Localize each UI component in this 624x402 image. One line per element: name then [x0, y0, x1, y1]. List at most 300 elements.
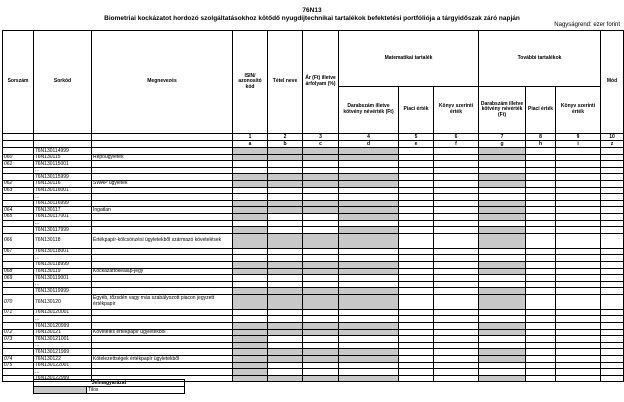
data-cell[interactable] [233, 342, 268, 349]
data-cell[interactable] [556, 233, 601, 248]
data-cell[interactable] [339, 288, 399, 295]
data-cell[interactable] [601, 369, 624, 376]
data-cell[interactable] [399, 342, 434, 349]
data-cell[interactable] [303, 336, 339, 343]
data-cell[interactable] [434, 316, 479, 323]
data-cell[interactable] [601, 356, 624, 363]
data-cell[interactable] [399, 261, 434, 268]
data-cell[interactable] [526, 349, 556, 356]
data-cell[interactable] [399, 227, 434, 234]
data-cell[interactable] [339, 154, 399, 161]
data-cell[interactable] [556, 349, 601, 356]
data-cell[interactable] [601, 255, 624, 262]
data-cell[interactable] [233, 323, 268, 330]
data-cell[interactable] [526, 248, 556, 255]
data-cell[interactable] [434, 187, 479, 194]
data-cell[interactable] [303, 369, 339, 376]
data-cell[interactable] [233, 180, 268, 187]
data-cell[interactable] [556, 369, 601, 376]
data-cell[interactable] [233, 356, 268, 363]
data-cell[interactable] [303, 261, 339, 268]
data-cell[interactable] [479, 187, 526, 194]
data-cell[interactable] [399, 187, 434, 194]
data-cell[interactable] [399, 220, 434, 227]
data-cell[interactable] [339, 148, 399, 155]
data-cell[interactable] [268, 154, 303, 161]
data-cell[interactable] [601, 294, 624, 309]
data-cell[interactable] [434, 255, 479, 262]
data-cell[interactable] [601, 167, 624, 174]
data-cell[interactable] [601, 148, 624, 155]
data-cell[interactable] [399, 375, 434, 382]
data-cell[interactable] [339, 207, 399, 214]
data-cell[interactable] [268, 148, 303, 155]
data-cell[interactable] [526, 336, 556, 343]
data-cell[interactable] [303, 309, 339, 316]
data-cell[interactable] [339, 309, 399, 316]
data-cell[interactable] [556, 187, 601, 194]
data-cell[interactable] [233, 294, 268, 309]
data-cell[interactable] [556, 220, 601, 227]
data-cell[interactable] [479, 233, 526, 248]
data-cell[interactable] [479, 288, 526, 295]
data-cell[interactable] [434, 194, 479, 201]
data-cell[interactable] [479, 227, 526, 234]
data-cell[interactable] [601, 187, 624, 194]
data-cell[interactable] [434, 309, 479, 316]
data-cell[interactable] [526, 227, 556, 234]
data-cell[interactable] [339, 233, 399, 248]
data-cell[interactable] [233, 309, 268, 316]
data-cell[interactable] [339, 174, 399, 181]
data-cell[interactable] [339, 316, 399, 323]
data-cell[interactable] [233, 248, 268, 255]
data-cell[interactable] [556, 288, 601, 295]
data-cell[interactable] [233, 154, 268, 161]
data-cell[interactable] [526, 309, 556, 316]
data-cell[interactable] [233, 161, 268, 168]
data-cell[interactable] [339, 227, 399, 234]
data-cell[interactable] [434, 275, 479, 282]
data-cell[interactable] [556, 248, 601, 255]
data-cell[interactable] [601, 316, 624, 323]
data-cell[interactable] [268, 349, 303, 356]
data-cell[interactable] [399, 161, 434, 168]
data-cell[interactable] [479, 323, 526, 330]
data-cell[interactable] [303, 248, 339, 255]
data-cell[interactable] [556, 213, 601, 220]
data-cell[interactable] [399, 200, 434, 207]
data-cell[interactable] [303, 362, 339, 369]
data-cell[interactable] [434, 261, 479, 268]
data-cell[interactable] [339, 167, 399, 174]
data-cell[interactable] [479, 275, 526, 282]
data-cell[interactable] [434, 323, 479, 330]
data-cell[interactable] [526, 194, 556, 201]
data-cell[interactable] [303, 294, 339, 309]
data-cell[interactable] [233, 329, 268, 336]
data-cell[interactable] [303, 167, 339, 174]
data-cell[interactable] [268, 187, 303, 194]
data-cell[interactable] [556, 167, 601, 174]
data-cell[interactable] [479, 200, 526, 207]
data-cell[interactable] [268, 316, 303, 323]
data-cell[interactable] [268, 375, 303, 382]
data-cell[interactable] [479, 180, 526, 187]
data-cell[interactable] [526, 369, 556, 376]
data-cell[interactable] [434, 349, 479, 356]
data-cell[interactable] [479, 281, 526, 288]
data-cell[interactable] [339, 248, 399, 255]
data-cell[interactable] [434, 369, 479, 376]
data-cell[interactable] [268, 323, 303, 330]
data-cell[interactable] [526, 180, 556, 187]
data-cell[interactable] [526, 200, 556, 207]
data-cell[interactable] [233, 167, 268, 174]
data-cell[interactable] [601, 362, 624, 369]
data-cell[interactable] [399, 207, 434, 214]
data-cell[interactable] [556, 329, 601, 336]
data-cell[interactable] [479, 213, 526, 220]
data-cell[interactable] [601, 220, 624, 227]
data-cell[interactable] [601, 200, 624, 207]
data-cell[interactable] [479, 342, 526, 349]
data-cell[interactable] [526, 213, 556, 220]
data-cell[interactable] [233, 174, 268, 181]
data-cell[interactable] [303, 220, 339, 227]
data-cell[interactable] [339, 194, 399, 201]
data-cell[interactable] [434, 329, 479, 336]
data-cell[interactable] [556, 336, 601, 343]
data-cell[interactable] [233, 194, 268, 201]
data-cell[interactable] [399, 148, 434, 155]
data-cell[interactable] [556, 161, 601, 168]
data-cell[interactable] [233, 255, 268, 262]
data-cell[interactable] [268, 261, 303, 268]
data-cell[interactable] [268, 294, 303, 309]
data-cell[interactable] [601, 288, 624, 295]
data-cell[interactable] [434, 342, 479, 349]
data-cell[interactable] [339, 268, 399, 275]
data-cell[interactable] [601, 227, 624, 234]
data-cell[interactable] [233, 207, 268, 214]
data-cell[interactable] [233, 288, 268, 295]
data-cell[interactable] [601, 268, 624, 275]
data-cell[interactable] [233, 213, 268, 220]
data-cell[interactable] [556, 174, 601, 181]
data-cell[interactable] [233, 336, 268, 343]
data-cell[interactable] [526, 187, 556, 194]
data-cell[interactable] [556, 323, 601, 330]
data-cell[interactable] [526, 281, 556, 288]
data-cell[interactable] [434, 288, 479, 295]
data-cell[interactable] [399, 336, 434, 343]
data-cell[interactable] [479, 248, 526, 255]
data-cell[interactable] [339, 369, 399, 376]
data-cell[interactable] [268, 194, 303, 201]
data-cell[interactable] [233, 375, 268, 382]
data-cell[interactable] [556, 154, 601, 161]
data-cell[interactable] [479, 356, 526, 363]
data-cell[interactable] [556, 356, 601, 363]
data-cell[interactable] [339, 294, 399, 309]
data-cell[interactable] [339, 336, 399, 343]
data-cell[interactable] [233, 362, 268, 369]
data-cell[interactable] [303, 213, 339, 220]
data-cell[interactable] [303, 194, 339, 201]
data-cell[interactable] [526, 356, 556, 363]
data-cell[interactable] [339, 362, 399, 369]
data-cell[interactable] [556, 194, 601, 201]
data-cell[interactable] [268, 336, 303, 343]
data-cell[interactable] [303, 281, 339, 288]
data-cell[interactable] [268, 220, 303, 227]
data-cell[interactable] [434, 174, 479, 181]
data-cell[interactable] [479, 148, 526, 155]
data-cell[interactable] [268, 281, 303, 288]
data-cell[interactable] [399, 294, 434, 309]
data-cell[interactable] [268, 161, 303, 168]
data-cell[interactable] [399, 362, 434, 369]
data-cell[interactable] [434, 375, 479, 382]
data-cell[interactable] [399, 316, 434, 323]
data-cell[interactable] [399, 180, 434, 187]
data-cell[interactable] [233, 281, 268, 288]
data-cell[interactable] [479, 369, 526, 376]
data-cell[interactable] [303, 233, 339, 248]
data-cell[interactable] [601, 248, 624, 255]
data-cell[interactable] [526, 233, 556, 248]
data-cell[interactable] [268, 329, 303, 336]
data-cell[interactable] [399, 329, 434, 336]
data-cell[interactable] [601, 275, 624, 282]
data-cell[interactable] [526, 174, 556, 181]
data-cell[interactable] [268, 275, 303, 282]
data-cell[interactable] [268, 248, 303, 255]
data-cell[interactable] [399, 356, 434, 363]
data-cell[interactable] [303, 227, 339, 234]
data-cell[interactable] [601, 281, 624, 288]
data-cell[interactable] [601, 375, 624, 382]
data-cell[interactable] [233, 261, 268, 268]
data-cell[interactable] [526, 294, 556, 309]
data-cell[interactable] [233, 349, 268, 356]
data-cell[interactable] [479, 329, 526, 336]
data-cell[interactable] [339, 261, 399, 268]
data-cell[interactable] [303, 148, 339, 155]
data-cell[interactable] [526, 316, 556, 323]
data-cell[interactable] [268, 309, 303, 316]
data-cell[interactable] [479, 362, 526, 369]
data-cell[interactable] [601, 213, 624, 220]
data-cell[interactable] [601, 329, 624, 336]
data-cell[interactable] [479, 255, 526, 262]
data-cell[interactable] [526, 255, 556, 262]
data-cell[interactable] [268, 200, 303, 207]
data-cell[interactable] [479, 194, 526, 201]
data-cell[interactable] [526, 275, 556, 282]
data-cell[interactable] [526, 288, 556, 295]
data-cell[interactable] [233, 200, 268, 207]
data-cell[interactable] [399, 275, 434, 282]
data-cell[interactable] [434, 336, 479, 343]
data-cell[interactable] [399, 248, 434, 255]
data-cell[interactable] [268, 180, 303, 187]
data-cell[interactable] [479, 154, 526, 161]
data-cell[interactable] [268, 288, 303, 295]
data-cell[interactable] [339, 375, 399, 382]
data-cell[interactable] [601, 336, 624, 343]
data-cell[interactable] [399, 213, 434, 220]
data-cell[interactable] [339, 275, 399, 282]
data-cell[interactable] [479, 167, 526, 174]
data-cell[interactable] [303, 200, 339, 207]
data-cell[interactable] [268, 233, 303, 248]
data-cell[interactable] [303, 154, 339, 161]
data-cell[interactable] [303, 323, 339, 330]
data-cell[interactable] [434, 148, 479, 155]
data-cell[interactable] [303, 375, 339, 382]
data-cell[interactable] [556, 281, 601, 288]
data-cell[interactable] [526, 161, 556, 168]
data-cell[interactable] [556, 268, 601, 275]
data-cell[interactable] [303, 349, 339, 356]
data-cell[interactable] [233, 233, 268, 248]
data-cell[interactable] [339, 161, 399, 168]
data-cell[interactable] [601, 154, 624, 161]
data-cell[interactable] [556, 261, 601, 268]
data-cell[interactable] [601, 174, 624, 181]
data-cell[interactable] [434, 356, 479, 363]
data-cell[interactable] [556, 255, 601, 262]
data-cell[interactable] [399, 233, 434, 248]
data-cell[interactable] [233, 227, 268, 234]
data-cell[interactable] [399, 309, 434, 316]
data-cell[interactable] [399, 268, 434, 275]
data-cell[interactable] [526, 362, 556, 369]
data-cell[interactable] [526, 148, 556, 155]
data-cell[interactable] [339, 329, 399, 336]
data-cell[interactable] [601, 161, 624, 168]
data-cell[interactable] [601, 261, 624, 268]
data-cell[interactable] [526, 375, 556, 382]
data-cell[interactable] [556, 200, 601, 207]
data-cell[interactable] [399, 194, 434, 201]
data-cell[interactable] [399, 174, 434, 181]
data-cell[interactable] [339, 213, 399, 220]
data-cell[interactable] [268, 255, 303, 262]
data-cell[interactable] [303, 356, 339, 363]
data-cell[interactable] [303, 329, 339, 336]
data-cell[interactable] [339, 323, 399, 330]
data-cell[interactable] [303, 180, 339, 187]
data-cell[interactable] [233, 268, 268, 275]
data-cell[interactable] [601, 194, 624, 201]
data-cell[interactable] [339, 342, 399, 349]
data-cell[interactable] [303, 288, 339, 295]
data-cell[interactable] [526, 268, 556, 275]
data-cell[interactable] [479, 161, 526, 168]
data-cell[interactable] [556, 148, 601, 155]
data-cell[interactable] [268, 369, 303, 376]
data-cell[interactable] [434, 362, 479, 369]
data-cell[interactable] [399, 349, 434, 356]
data-cell[interactable] [601, 349, 624, 356]
data-cell[interactable] [526, 220, 556, 227]
data-cell[interactable] [339, 180, 399, 187]
data-cell[interactable] [303, 275, 339, 282]
data-cell[interactable] [339, 255, 399, 262]
data-cell[interactable] [434, 213, 479, 220]
data-cell[interactable] [601, 323, 624, 330]
data-cell[interactable] [268, 268, 303, 275]
data-cell[interactable] [434, 227, 479, 234]
data-cell[interactable] [303, 342, 339, 349]
data-cell[interactable] [303, 207, 339, 214]
data-cell[interactable] [556, 207, 601, 214]
data-cell[interactable] [233, 275, 268, 282]
data-cell[interactable] [479, 261, 526, 268]
data-cell[interactable] [526, 342, 556, 349]
data-cell[interactable] [233, 316, 268, 323]
data-cell[interactable] [399, 154, 434, 161]
data-cell[interactable] [526, 261, 556, 268]
data-cell[interactable] [339, 281, 399, 288]
data-cell[interactable] [479, 174, 526, 181]
data-cell[interactable] [303, 268, 339, 275]
data-cell[interactable] [526, 323, 556, 330]
data-cell[interactable] [339, 356, 399, 363]
data-cell[interactable] [556, 180, 601, 187]
data-cell[interactable] [556, 309, 601, 316]
data-cell[interactable] [526, 207, 556, 214]
data-cell[interactable] [479, 316, 526, 323]
data-cell[interactable] [479, 309, 526, 316]
data-cell[interactable] [479, 294, 526, 309]
data-cell[interactable] [303, 255, 339, 262]
data-cell[interactable] [434, 180, 479, 187]
data-cell[interactable] [233, 220, 268, 227]
data-cell[interactable] [399, 369, 434, 376]
data-cell[interactable] [556, 375, 601, 382]
data-cell[interactable] [434, 161, 479, 168]
data-cell[interactable] [268, 362, 303, 369]
data-cell[interactable] [399, 288, 434, 295]
data-cell[interactable] [479, 336, 526, 343]
data-cell[interactable] [303, 187, 339, 194]
data-cell[interactable] [434, 294, 479, 309]
data-cell[interactable] [303, 174, 339, 181]
data-cell[interactable] [479, 375, 526, 382]
data-cell[interactable] [556, 294, 601, 309]
data-cell[interactable] [268, 213, 303, 220]
data-cell[interactable] [268, 356, 303, 363]
data-cell[interactable] [434, 220, 479, 227]
data-cell[interactable] [601, 309, 624, 316]
data-cell[interactable] [556, 275, 601, 282]
data-cell[interactable] [339, 220, 399, 227]
data-cell[interactable] [339, 200, 399, 207]
data-cell[interactable] [556, 342, 601, 349]
data-cell[interactable] [233, 148, 268, 155]
data-cell[interactable] [303, 316, 339, 323]
data-cell[interactable] [479, 349, 526, 356]
data-cell[interactable] [526, 167, 556, 174]
data-cell[interactable] [601, 233, 624, 248]
data-cell[interactable] [434, 207, 479, 214]
data-cell[interactable] [233, 369, 268, 376]
data-cell[interactable] [434, 233, 479, 248]
